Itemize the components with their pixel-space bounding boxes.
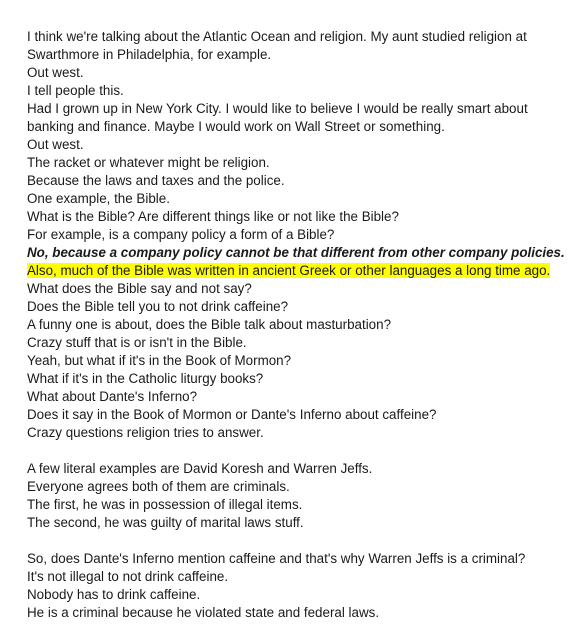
bold-italic-line: No, because a company policy cannot be that different from other company policies. <box>27 245 565 260</box>
text-line: What does the Bible say and not say? <box>27 281 252 296</box>
text-line: Had I grown up in New York City. I would like to believe I would be really smart about banking and finance. Maybe I would work on Wall Street or something. <box>27 101 528 134</box>
text-line: The second, he was guilty of marital laws stuff. <box>27 515 304 530</box>
text-line: What is the Bible? Are different things like or not like the Bible? <box>27 209 399 224</box>
text-line: What if it's in the Catholic liturgy books? <box>27 371 264 386</box>
text-line: Out west. <box>27 137 84 152</box>
text-line: Because the laws and taxes and the police. <box>27 173 285 188</box>
text-line: Everyone agrees both of them are criminals. <box>27 479 290 494</box>
text-line: The racket or whatever might be religion. <box>27 155 270 170</box>
paragraph-3 <box>27 550 562 622</box>
document-body <box>27 28 565 622</box>
text-line: Out west. <box>27 65 84 80</box>
text-line: So, does Dante's Inferno mention caffeine and that's why Warren Jeffs is a criminal? <box>27 551 526 566</box>
text-line: I tell people this. <box>27 83 124 98</box>
text-line: It's not illegal to not drink caffeine. <box>27 569 229 584</box>
paragraph-spacer <box>27 442 562 460</box>
text-line: A few literal examples are David Koresh and Warren Jeffs. <box>27 461 373 476</box>
text-line: For example, is a company policy a form of a Bible? <box>27 227 335 242</box>
text-line: What about Dante's Inferno? <box>27 389 198 404</box>
text-line: He is a criminal because he violated state and federal laws. <box>27 605 380 620</box>
paragraph-1 <box>27 28 565 442</box>
text-line: Yeah, but what if it's in the Book of Mormon? <box>27 353 292 368</box>
text-line: The first, he was in possession of illegal items. <box>27 497 303 512</box>
text-line: Crazy questions religion tries to answer. <box>27 425 264 440</box>
text-line: I think we're talking about the Atlantic Ocean and religion. My aunt studied religion at Swarthmore in Philadelphia, for example. <box>27 29 527 62</box>
text-line: Nobody has to drink caffeine. <box>27 587 201 602</box>
text-line: Crazy stuff that is or isn't in the Bible. <box>27 335 247 350</box>
text-line: Does the Bible tell you to not drink caffeine? <box>27 299 289 314</box>
paragraph-2 <box>27 460 562 532</box>
highlighted-line-wrapper <box>27 262 562 280</box>
text-line: A funny one is about, does the Bible talk about masturbation? <box>27 317 392 332</box>
paragraph-spacer <box>27 532 562 550</box>
text-line: Does it say in the Book of Mormon or Dante's Inferno about caffeine? <box>27 407 437 422</box>
highlighted-line: Also, much of the Bible was written in ancient Greek or other languages a long time ago. <box>27 263 551 278</box>
text-line: One example, the Bible. <box>27 191 170 206</box>
